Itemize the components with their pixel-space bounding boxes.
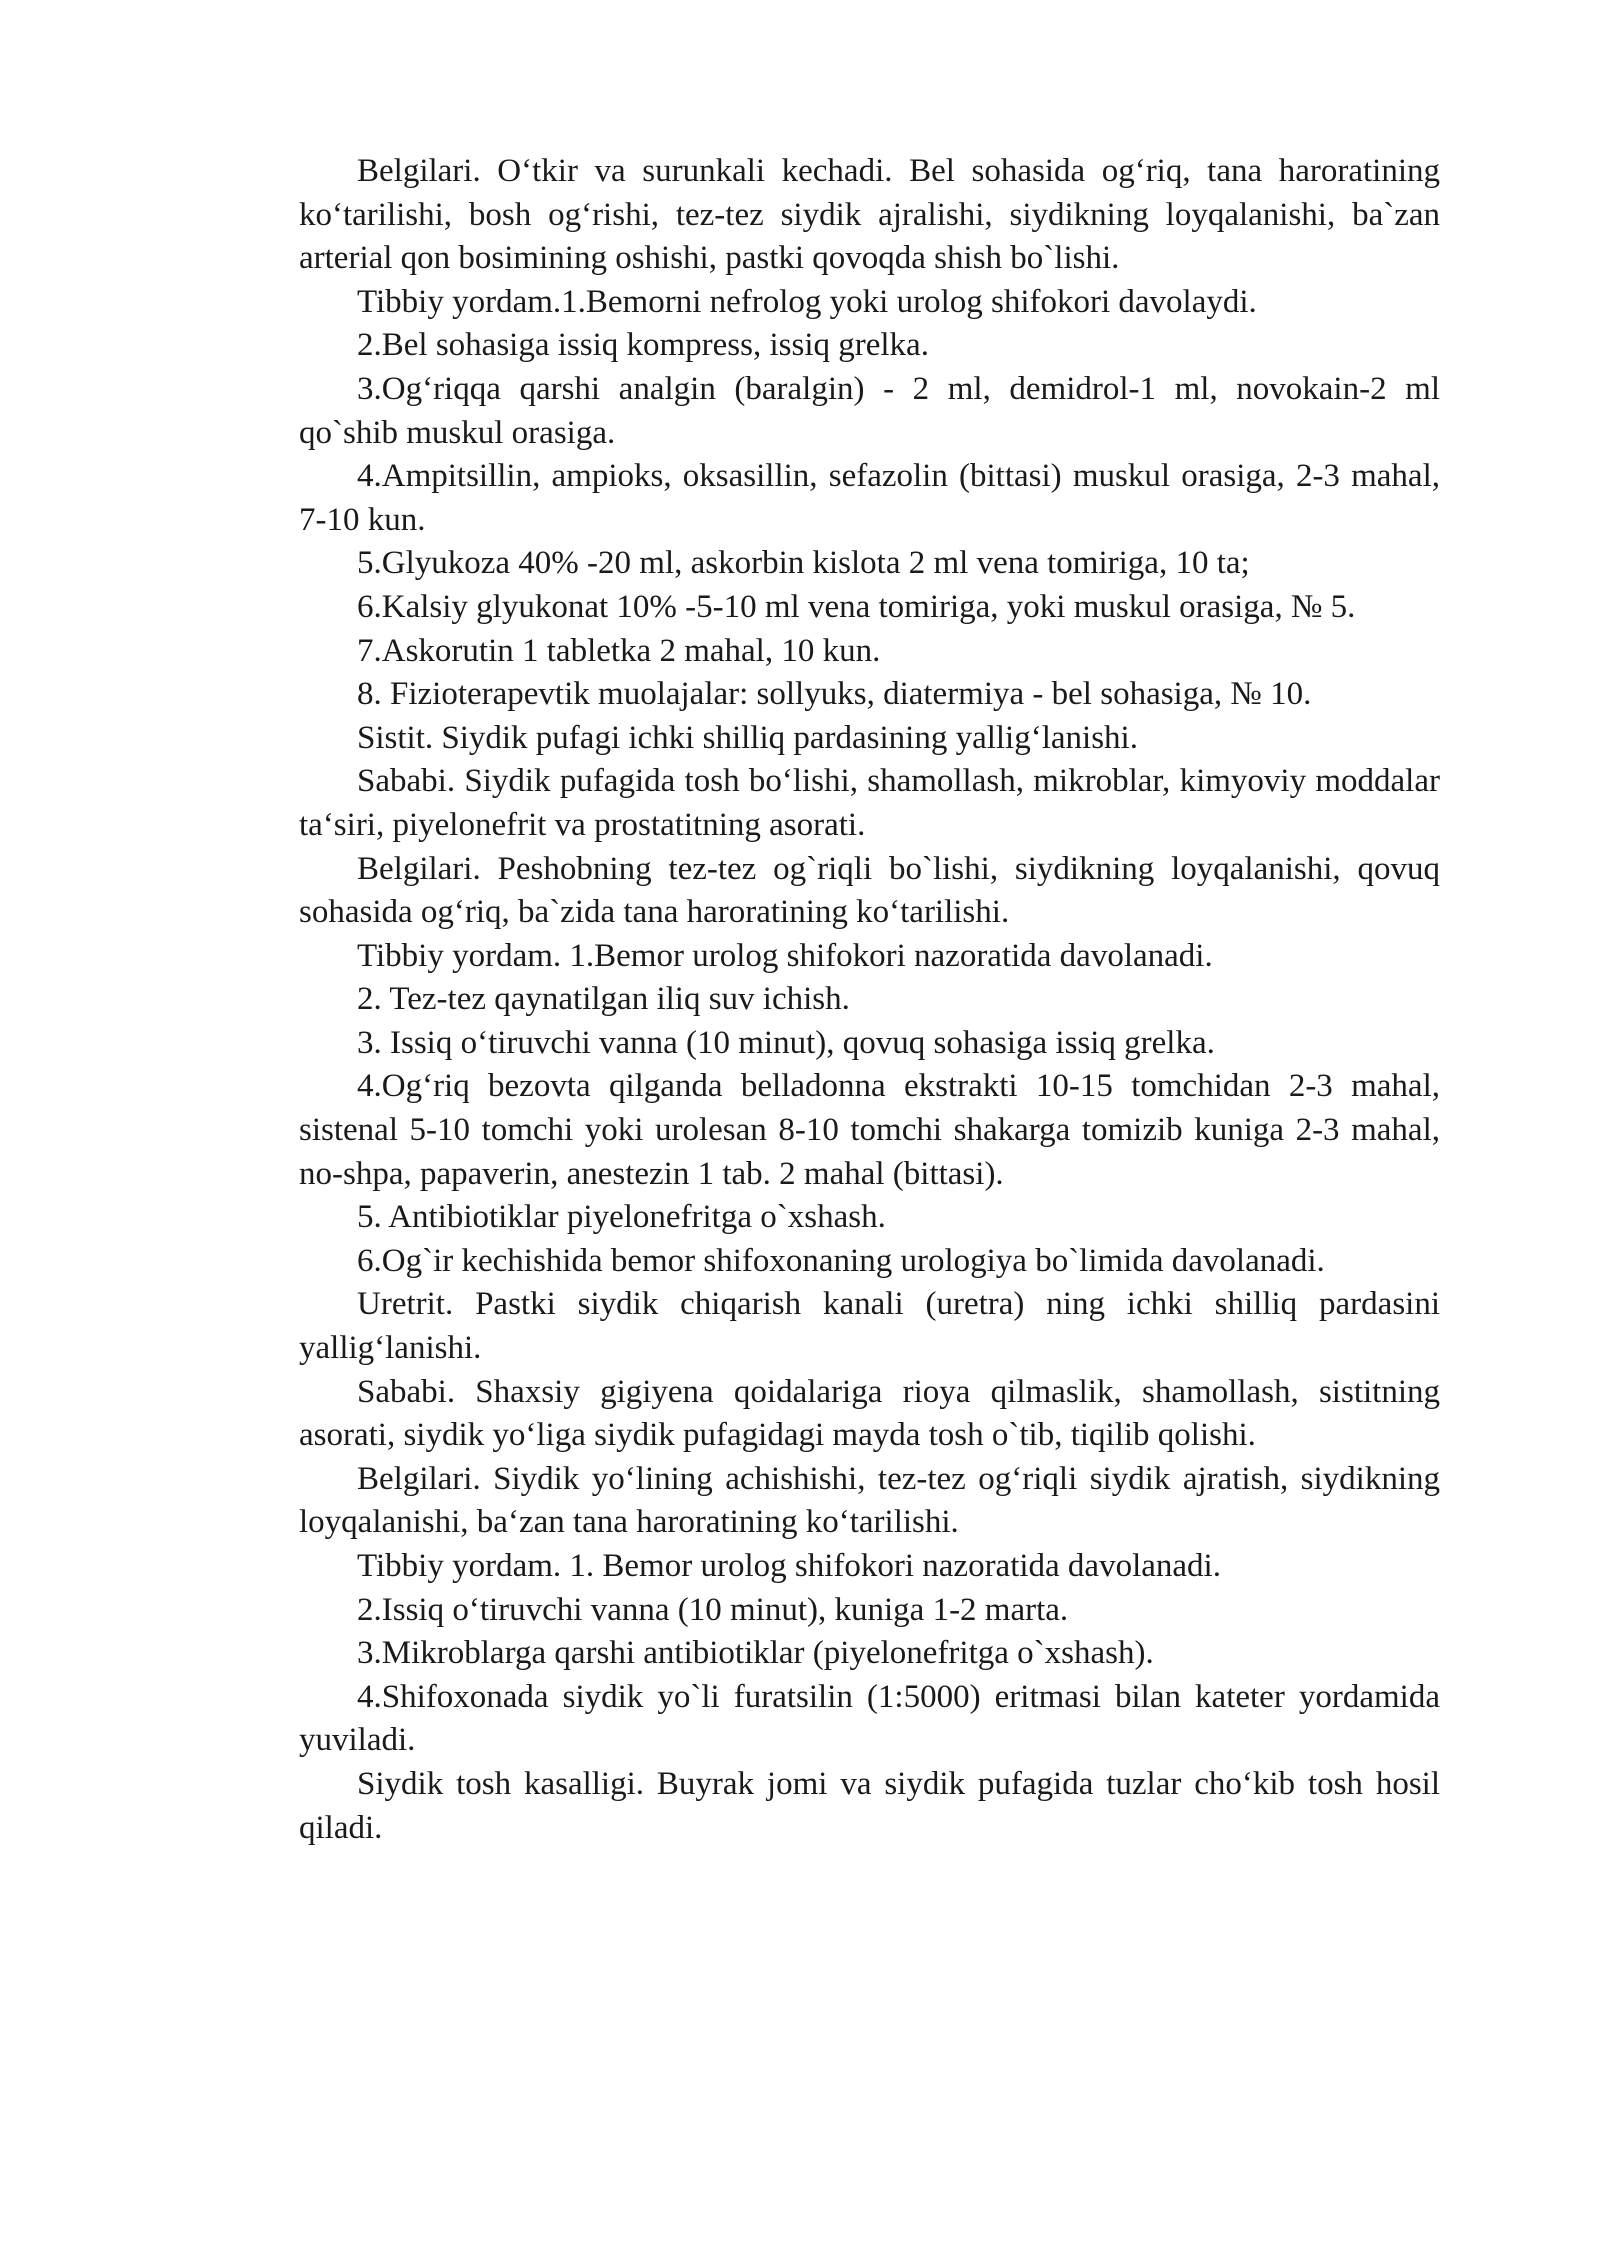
paragraph-pyelonephritis-care-8: 8. Fizioterapevtik muolajalar: sollyuks, diatermiya - bel sohasiga, № 10. [357, 676, 1312, 713]
paragraph-urethritis-care-2: 2.Issiq o‘tiruvchi vanna (10 minut), kuniga 1-2 marta. [357, 1591, 1069, 1628]
paragraph-pyelonephritis-care-2: 2.Bel sohasiga issiq kompress, issiq grelka. [357, 327, 929, 364]
paragraph-cystitis-symptoms: Belgilari. Peshobning tez-tez og`riqli bo`lishi, siydikning loyqalanishi, qovuq sohasida og‘riq, ba`zida tana haroratining ko‘tarilishi. [299, 850, 1440, 931]
paragraph-cystitis-causes: Sababi. Siydik pufagida tosh bo‘lishi, shamollash, mikroblar, kimyoviy moddalar ta‘siri, piyelonefrit va prostatitning asorati. [299, 763, 1440, 843]
paragraph-urethritis-causes: Sababi. Shaxsiy gigiyena qoidalariga rioya qilmaslik, shamollash, sistitning asorati, siydik yo‘liga siydik pufagidagi mayda tosh o`tib, tiqilib qolishi. [299, 1373, 1440, 1454]
paragraph-cystitis-definition: Sistit. Siydik pufagi ichki shilliq pardasining yallig‘lanishi. [357, 719, 1138, 756]
paragraph-pyelonephritis-care-7: 7.Askorutin 1 tabletka 2 mahal, 10 kun. [357, 632, 881, 669]
paragraph-cystitis-care-5: 5. Antibiotiklar piyelonefritga o`xshash. [357, 1199, 886, 1236]
paragraph-urethritis-definition: Uretrit. Pastki siydik chiqarish kanali (uretra) ning ichki shilliq pardasini yallig‘lanishi. [299, 1286, 1440, 1367]
paragraph-cystitis-care-4: 4.Og‘riq bezovta qilganda belladonna ekstrakti 10-15 tomchidan 2-3 mahal, sistenal 5-10 tomchi yoki urolesan 8-10 tomchi shakarga tomizib kuniga 2-3 mahal, no-shpa, papaverin, anestezin 1 tab. 2 mahal (bittasi). [299, 1068, 1440, 1192]
paragraph-urethritis-symptoms: Belgilari. Siydik yo‘lining achishishi, tez-tez og‘riqli siydik ajratish, siydikning loyqalanishi, ba‘zan tana haroratining ko‘tarilishi. [299, 1460, 1440, 1541]
paragraph-pyelonephritis-care-5: 5.Glyukoza 40% -20 ml, askorbin kislota 2 ml vena tomiriga, 10 ta; [357, 545, 1250, 582]
paragraph-urethritis-care-4: 4.Shifoxonada siydik yo`li furatsilin (1:5000) eritmasi bilan kateter yordamida yuviladi. [299, 1678, 1440, 1759]
paragraph-pyelonephritis-care-4: 4.Ampitsillin, ampioks, oksasillin, sefazolin (bittasi) muskul orasiga, 2-3 mahal, 7-10 kun. [299, 458, 1440, 538]
paragraph-urethritis-care-1: Tibbiy yordam. 1. Bemor urolog shifokori nazoratida davolanadi. [357, 1548, 1221, 1584]
paragraph-pyelonephritis-care-3: 3.Og‘riqqa qarshi analgin (baralgin) - 2 ml, demidrol-1 ml, novokain-2 ml qo`shib muskul orasiga. [299, 370, 1440, 451]
paragraph-cystitis-care-1: Tibbiy yordam. 1.Bemor urolog shifokori nazoratida davolanadi. [357, 937, 1213, 974]
paragraph-cystitis-care-2: 2. Tez-tez qaynatilgan iliq suv ichish. [357, 981, 850, 1018]
paragraph-urolithiasis-definition: Siydik tosh kasalligi. Buyrak jomi va siydik pufagida tuzlar cho‘kib tosh hosil qiladi. [299, 1765, 1440, 1846]
paragraph-urethritis-care-3: 3.Mikroblarga qarshi antibiotiklar (piyelonefritga o`xshash). [357, 1635, 1154, 1672]
document-page [299, 150, 1440, 1850]
paragraph-cystitis-care-3: 3. Issiq o‘tiruvchi vanna (10 minut), qovuq sohasiga issiq grelka. [357, 1024, 1215, 1061]
paragraph-pyelonephritis-symptoms: Belgilari. O‘tkir va surunkali kechadi. Bel sohasida og‘riq, tana haroratining ko‘tarilishi, bosh og‘rishi, tez-tez siydik ajralishi, siydikning loyqalanishi, ba`zan arterial qon bosimining oshishi, pastki qovoqda shish bo`lishi. [299, 153, 1440, 277]
paragraph-pyelonephritis-care-heading: Tibbiy yordam.1.Bemorni nefrolog yoki urolog shifokori davolaydi. [357, 283, 1257, 320]
paragraph-pyelonephritis-care-6: 6.Kalsiy glyukonat 10% -5-10 ml vena tomiriga, yoki muskul orasiga, № 5. [357, 588, 1356, 625]
paragraph-cystitis-care-6: 6.Og`ir kechishida bemor shifoxonaning urologiya bo`limida davolanadi. [357, 1242, 1325, 1279]
